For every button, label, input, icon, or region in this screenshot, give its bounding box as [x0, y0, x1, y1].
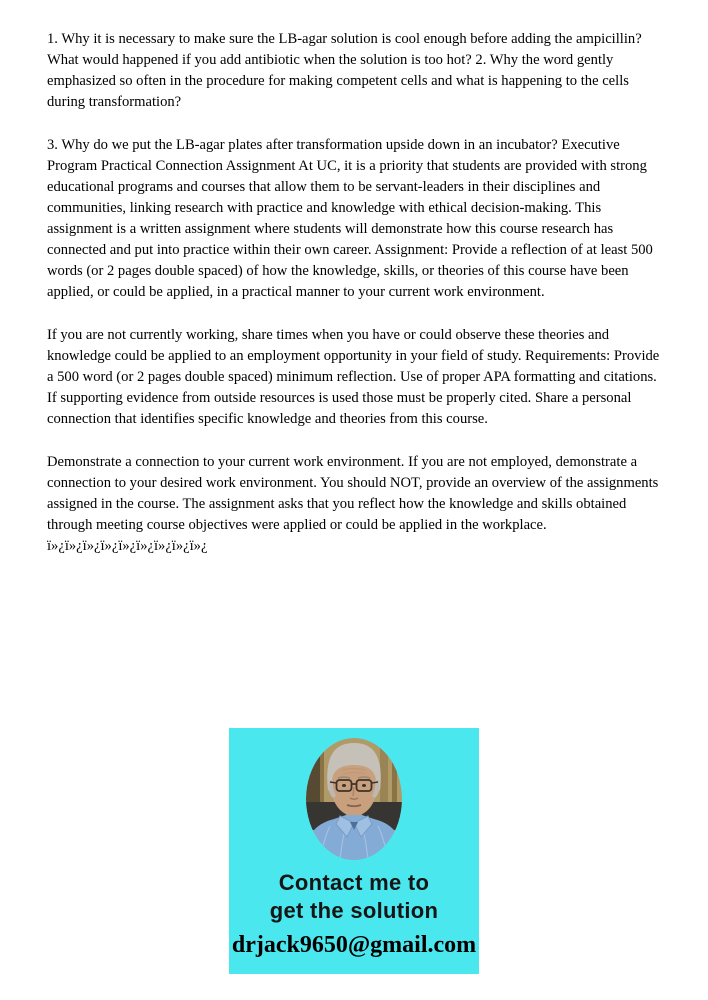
contact-heading-line1: Contact me to [278, 870, 430, 895]
tutor-photo [306, 738, 402, 860]
contact-email: drjack9650@gmail.com [231, 932, 477, 958]
paragraph-2: 3. Why do we put the LB-agar plates after transformation upside down in an incubator? Executive Program Practical Connection Assignment At UC, it is a priority that students are provided with strong educational programs and courses that allow them to be servant-leaders in their disciplines and communities, linking research with practice and knowledge with ethical decision-making. This assignment is a written assignment where students will demonstrate how this course research has connected and put into practice within their own career. Assignment: Provide a reflection of at least 500 words (or 2 pages double spaced) of how the knowledge, skills, or theories of this course have been applied, or could be applied, in a practical manner to your current work environment. [47, 137, 653, 300]
question-text-block [47, 29, 663, 557]
paragraph-1: 1. Why it is necessary to make sure the LB-agar solution is cool enough before adding the ampicillin? What would happened if you add antibiotic when the solution is too hot? 2. Why the word gently emphasized so often in the procedure for making competent cells and what is happening to the cells during transformation? [47, 31, 642, 110]
paragraph-4: Demonstrate a connection to your current work environment. If you are not employed, demonstrate a connection to your desired work environment. You should NOT, provide an overview of the assignments assigned in the course. The assignment asks that you reflect how the knowledge and skills obtained through meeting course objectives were applied or could be applied in the workplace. [47, 454, 659, 533]
contact-card [229, 728, 479, 974]
bom-artifact-line: ï»¿ï»¿ï»¿ï»¿ï»¿ï»¿ï»¿ï»¿ï»¿ [47, 538, 208, 554]
paragraph-3: If you are not currently working, share times when you have or could observe these theories and knowledge could be applied to an employment opportunity in your field of study. Requirements: Provide a 500 word (or 2 pages double spaced) minimum reflection. Use of proper APA formatting and citations. If supporting evidence from outside resources is used those must be properly cited. Share a personal connection that identifies specific knowledge and theories from this course. [47, 327, 660, 427]
contact-heading-line2: get the solution [269, 898, 439, 923]
tutor-portrait-illustration [306, 738, 402, 860]
